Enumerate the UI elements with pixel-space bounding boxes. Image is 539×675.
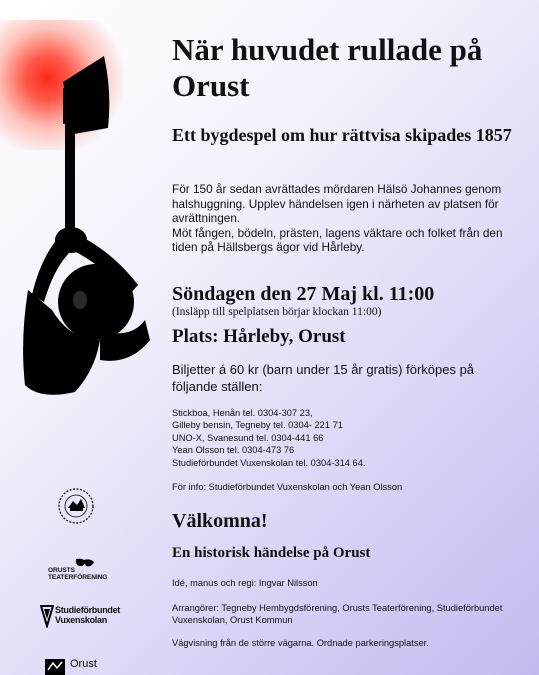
ticket-info: Biljetter á 60 kr (barn under 15 år gratis) förköpes på följande ställen: bbox=[172, 362, 475, 394]
organizers: Arrangörer: Tegneby Hembygdsförening, Orusts Teaterförening, Studieförbundet Vuxenskolan, Orust Kommun bbox=[172, 603, 503, 626]
list-item: UNO-X, Svanesund tel. 0304-441 66 bbox=[172, 432, 324, 443]
vuxenskolan-logo-text: Studieförbundet Vuxenskolan bbox=[55, 605, 120, 625]
contact-info: För info: Studieförbundet Vuxenskolan och Yean Olsson bbox=[172, 482, 403, 492]
entry-note: (Insläpp till spelplatsen börjar klockan 11:00) bbox=[172, 306, 382, 318]
subtitle: Ett bygdespel om hur rättvisa skipades 1857 bbox=[172, 125, 512, 145]
list-item: Stickboa, Henån tel. 0304-307 23, bbox=[172, 408, 313, 418]
historic-heading: En historisk händelse på Orust bbox=[172, 545, 371, 561]
vuxenskolan-emblem-icon bbox=[40, 604, 54, 628]
list-item: Studieförbundet Vuxenskolan tel. 0304-314 64. bbox=[172, 457, 366, 468]
orust-emblem-icon bbox=[44, 658, 66, 675]
orust-logo-text: Orust bbox=[70, 658, 97, 670]
theatre-logo-text: ORUSTS TEATERFÖRENING bbox=[48, 567, 108, 581]
page-title: När huvudet rullade på Orust bbox=[172, 32, 483, 103]
studieforbundet-vuxenskolan-logo bbox=[40, 604, 132, 630]
list-item: Yean Olsson tel. 0304-473 76 bbox=[172, 445, 295, 456]
event-place: Plats: Hårleby, Orust bbox=[172, 326, 346, 347]
event-date: Söndagen den 27 Maj kl. 11:00 bbox=[172, 283, 435, 305]
orust-kommun-logo bbox=[44, 658, 104, 675]
orusts-teaterforening-logo bbox=[48, 558, 108, 582]
directions: Vägvisning från de större vägarna. Ordnade parkeringsplatser. bbox=[172, 638, 429, 648]
intro-paragraph: För 150 år sedan avrättades mördaren Hälsö Johannes genom halshuggning. Upplev händelsen igen i närheten av platsen för avrättningen. Möt fången, bödeln, prästen, lagens väktare och folket från den tiden på Hällsbergs ägor vid Hårleby. bbox=[172, 182, 503, 255]
credits: Idé, manus och regi: Ingvar Nilsson bbox=[172, 578, 318, 588]
executioner-axe-silhouette bbox=[0, 40, 165, 435]
welcome-heading: Välkomna! bbox=[172, 510, 268, 532]
list-item: Gilleby bensin, Tegneby tel. 0304- 221 71 bbox=[172, 420, 343, 431]
tegneby-hembygdsforening-logo bbox=[46, 484, 106, 528]
ticket-outlets-list bbox=[172, 407, 512, 469]
